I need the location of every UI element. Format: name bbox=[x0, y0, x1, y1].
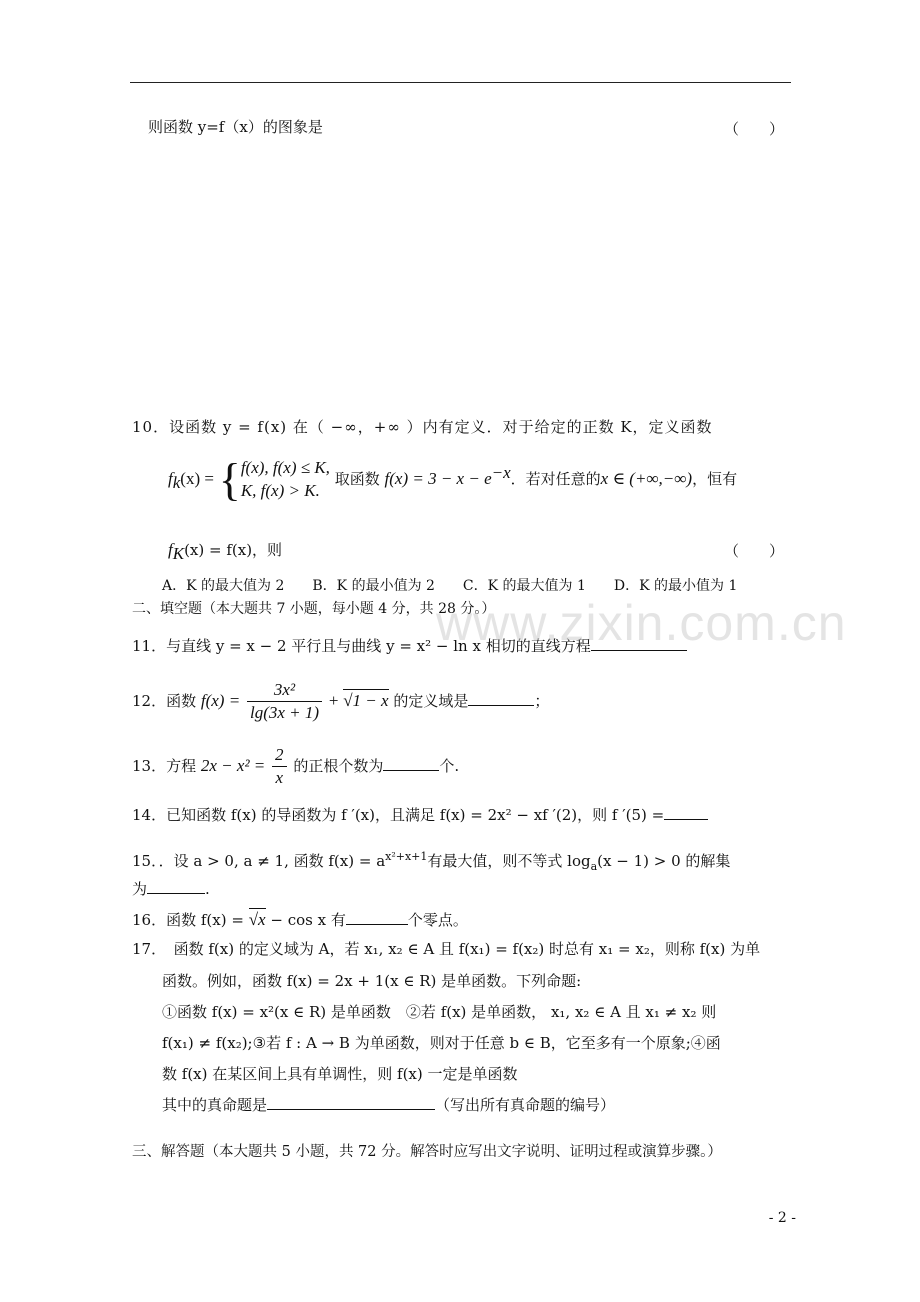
q17-line3: ①函数 f(x) = x²(x ∈ R) 是单函数 ②若 f(x) 是单函数， x₁, x₂ ∈ A 且 x₁ ≠ x₂ 则 bbox=[162, 1003, 717, 1021]
q13-den: x bbox=[275, 768, 284, 788]
q10-set: x ∈ (+∞,−∞) bbox=[600, 469, 693, 488]
section3-heading: 三、解答题（本大题共 5 小题，共 72 分。解答时应写出文字说明、证明过程或演算步骤。） bbox=[132, 1144, 722, 1160]
q17-line6-prefix: 其中的真命题是 bbox=[162, 1096, 268, 1114]
q13-suffix: 的正根个数为 bbox=[293, 756, 384, 775]
q16-blank bbox=[346, 924, 408, 925]
q12-blank bbox=[468, 705, 534, 706]
q10-line3-rest: (x) = f(x)，则 bbox=[184, 541, 283, 559]
q10-line2 bbox=[168, 454, 738, 517]
q13-fraction bbox=[272, 745, 287, 789]
q10-line1: 10．设函数 y = f(x) 在（ −∞，+∞ ）内有定义．对于给定的正数 K，定义函数 bbox=[132, 418, 713, 436]
q15-line2 bbox=[132, 880, 210, 898]
section2-heading: 二、填空题（本大题共 7 小题，每小题 4 分，共 28 分。） bbox=[132, 601, 496, 617]
q12-suffix: 的定义域是 bbox=[393, 691, 469, 710]
q9-answer-parens: （ ） bbox=[724, 120, 785, 138]
case-2: K, f(x) > K. bbox=[240, 481, 320, 500]
q12-num: 3x² bbox=[247, 680, 322, 702]
q15-line2-end: . bbox=[205, 880, 210, 898]
q16-rest: − cos x 有 bbox=[270, 911, 346, 929]
q13 bbox=[132, 745, 459, 789]
q10-fk-sub: k bbox=[172, 473, 181, 492]
q12-den: lg(3x + 1) bbox=[249, 703, 320, 723]
q12-plus: + bbox=[328, 690, 339, 710]
q10-fk: f bbox=[168, 469, 173, 488]
q16-prefix: 16．函数 f(x) = bbox=[132, 911, 244, 929]
q13-num: 2 bbox=[272, 745, 287, 767]
q10-answer-parens: （ ） bbox=[724, 542, 785, 560]
q12-sqrt: √1 − x bbox=[343, 690, 389, 710]
q17-line6-suffix: （写出所有真命题的编号） bbox=[435, 1096, 616, 1114]
q15-line2-text: 为 bbox=[132, 880, 148, 898]
q10-func: f(x) = 3 − x − e bbox=[384, 469, 492, 488]
q15-exp: x²+x+1 bbox=[385, 850, 428, 863]
q10-take: 取函数 bbox=[334, 470, 380, 488]
q13-end: 个. bbox=[439, 756, 460, 775]
q10-always: ，恒有 bbox=[692, 470, 738, 488]
q10-fK-sub: K bbox=[172, 544, 185, 563]
page-number: - 2 - bbox=[768, 1210, 796, 1226]
q14 bbox=[132, 806, 708, 824]
q16 bbox=[132, 910, 468, 930]
piecewise-cases bbox=[241, 457, 330, 503]
q15-line1-end: (x − 1) > 0 的解集 bbox=[597, 852, 731, 870]
q15-line1-rest: 有最大值，则不等式 log bbox=[427, 852, 591, 870]
q12-fraction bbox=[247, 680, 322, 724]
case-1: f(x), f(x) ≤ K, bbox=[240, 458, 330, 478]
q14-blank bbox=[664, 819, 708, 820]
q10-fK: f bbox=[168, 540, 173, 559]
header-rule bbox=[130, 82, 791, 83]
q9-stem: 则函数 y=f（x）的图象是 bbox=[148, 118, 323, 136]
watermark: www.zixin.com.cn bbox=[436, 595, 847, 651]
q17-line4: f(x₁) ≠ f(x₂);③若 f : A → B 为单函数，则对于任意 b ∈ B，它至多有一个原象;④函 bbox=[162, 1034, 721, 1052]
q12-end: ； bbox=[534, 691, 550, 710]
q13-prefix: 13．方程 bbox=[132, 756, 197, 775]
q14-text: 14．已知函数 f(x) 的导函数为 f ′(x)，且满足 f(x) = 2x² − xf ′(2)，则 f ′(5) = bbox=[132, 806, 665, 824]
q16-sqrt: √x bbox=[248, 910, 266, 929]
q15-line1 bbox=[132, 850, 730, 873]
q11-text: 11．与直线 y = x − 2 平行且与曲线 y = x² − ln x 相切的直线方程 bbox=[132, 637, 591, 655]
q15-blank bbox=[147, 893, 205, 894]
q13-blank bbox=[383, 770, 439, 771]
q17-line5: 数 f(x) 在某区间上具有单调性，则 f(x) 一定是单函数 bbox=[162, 1065, 518, 1083]
q10-func-exp: −x bbox=[491, 463, 511, 482]
q10-cond: ．若对任意的 bbox=[510, 470, 601, 488]
q17-blank bbox=[267, 1109, 435, 1110]
q15-line1-text: 15．．设 a > 0, a ≠ 1, 函数 f(x) = a bbox=[132, 852, 386, 870]
q13-eq: 2x − x² = bbox=[200, 755, 266, 775]
left-brace: { bbox=[218, 454, 241, 505]
q17-line6 bbox=[162, 1096, 615, 1114]
q10-fk-eq: (x) = bbox=[180, 469, 214, 488]
q12 bbox=[132, 680, 549, 724]
q15-log-sub: a bbox=[590, 860, 598, 873]
q10-line3 bbox=[168, 540, 282, 564]
q12-fx: f(x) = bbox=[200, 690, 241, 710]
q10-options: A．K 的最大值为 2 B．K 的最小值为 2 C．K 的最大值为 1 D．K 的最小值为 1 bbox=[162, 578, 738, 594]
q17-line2: 函数。例如，函数 f(x) = 2x + 1(x ∈ R) 是单函数。下列命题: bbox=[162, 972, 582, 990]
q17-line1: 17． 函数 f(x) 的定义域为 A，若 x₁, x₂ ∈ A 且 f(x₁) = f(x₂) 时总有 x₁ = x₂，则称 f(x) 为单 bbox=[132, 940, 761, 958]
q12-prefix: 12．函数 bbox=[132, 691, 197, 710]
q16-end: 个零点。 bbox=[407, 911, 468, 929]
